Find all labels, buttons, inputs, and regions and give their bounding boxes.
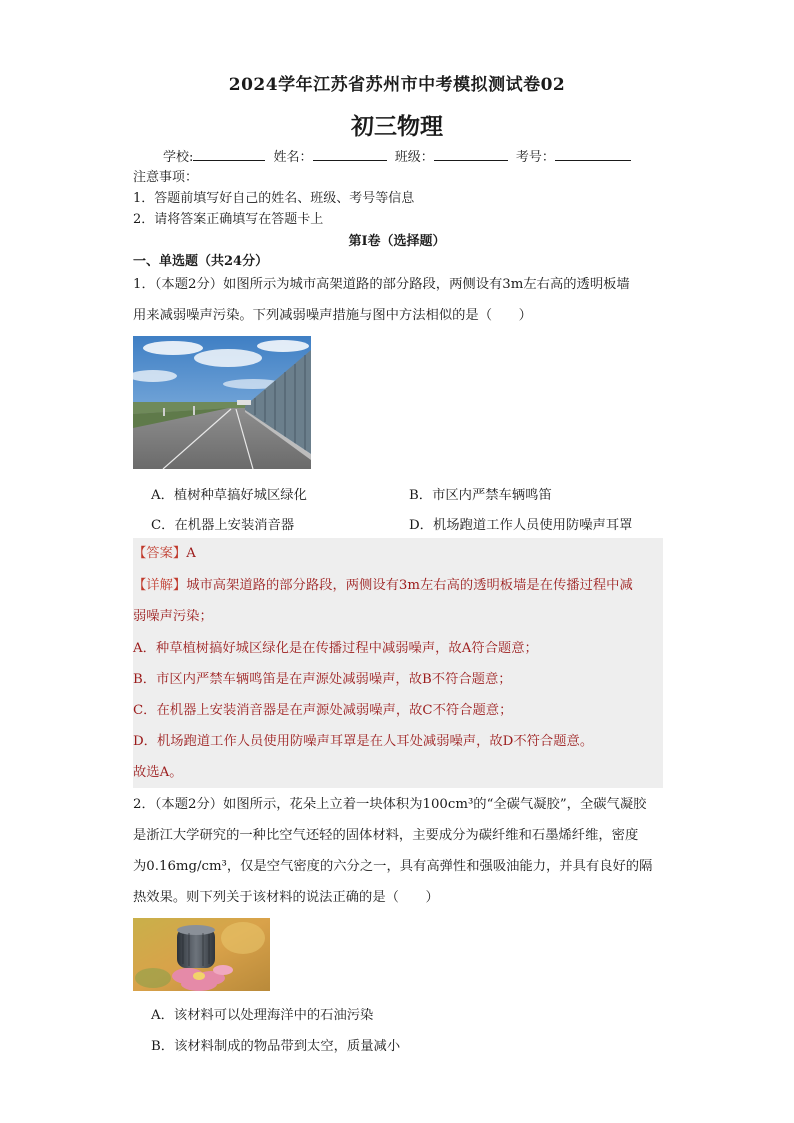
class-blank[interactable]: [434, 147, 508, 161]
question-line: 热效果。则下列关于该材料的说法正确的是（ ）: [133, 890, 439, 905]
exam-title: 2024学年江苏省苏州市中考模拟测试卷02: [228, 75, 566, 95]
conclusion: 故选A。: [133, 765, 183, 780]
question-1-text: [133, 269, 663, 331]
answer-label: 【答案】: [133, 546, 187, 561]
q1-option-b: B．市区内严禁车辆鸣笛: [409, 488, 552, 503]
q1-option-a: A．植树种草搞好城区绿化: [151, 488, 307, 503]
name-blank[interactable]: [313, 147, 387, 161]
school-blank[interactable]: [193, 147, 265, 161]
highway-noise-barrier-image: [133, 336, 311, 469]
detail-block: [133, 570, 661, 632]
part-title: 一、单选题（共24分）: [133, 254, 269, 269]
q1-option-d: D．机场跑道工作人员使用防噪声耳罩: [409, 518, 633, 533]
question-line: 2．（本题2分）如图所示，花朵上立着一块体积为100cm³的“全碳气凝胶”，全碳气凝胶: [133, 797, 647, 812]
note-item: 2．请将答案正确填写在答题卡上: [133, 212, 324, 227]
exam-number-blank[interactable]: [555, 147, 631, 161]
q1-option-c: C．在机器上安装消音器: [151, 518, 295, 533]
analysis-d: D．机场跑道工作人员使用防噪声耳罩是在人耳处减弱噪声，故D不符合题意。: [133, 734, 594, 749]
question-line: 用来减弱噪声污染。下列减弱噪声措施与图中方法相似的是（ ）: [133, 308, 532, 323]
q2-option-b: B．该材料制成的物品带到太空，质量减小: [151, 1039, 401, 1054]
note-item: 1．答题前填写好自己的姓名、班级、考号等信息: [133, 191, 415, 206]
analysis-b: B．市区内严禁车辆鸣笛是在声源处减弱噪声，故B不符合题意；: [133, 672, 512, 687]
subject-title: 初三物理: [351, 113, 443, 140]
q2-option-a: A．该材料可以处理海洋中的石油污染: [151, 1008, 374, 1023]
detail-label: 【详解】: [133, 578, 187, 593]
analysis-c: C．在机器上安装消音器是在声源处减弱噪声，故C不符合题意；: [133, 703, 513, 718]
question-line: 是浙江大学研究的一种比空气还轻的固体材料，主要成分为碳纤维和石墨烯纤维，密度: [133, 828, 639, 843]
name-label: 姓名：: [273, 150, 313, 165]
answer-line: [133, 538, 661, 569]
detail-text: 弱噪声污染；: [133, 609, 213, 624]
answer-value: A: [186, 546, 196, 561]
class-label: 班级：: [394, 150, 434, 165]
question-line: 为0.16mg/cm³，仅是空气密度的六分之一，具有高弹性和强吸油能力，并具有良好的隔: [133, 859, 653, 874]
exam-number-label: 考号：: [515, 150, 555, 165]
notes-heading: 注意事项：: [133, 170, 199, 185]
student-info-row: [163, 146, 635, 165]
detail-text: 城市高架道路的部分路段，两侧设有3m左右高的透明板墙是在传播过程中减: [186, 578, 633, 593]
analysis-a: A．种草植树搞好城区绿化是在传播过程中减弱噪声，故A符合题意；: [133, 641, 538, 656]
question-2-text: [133, 789, 663, 913]
carbon-aerogel-flower-image: [133, 918, 270, 991]
volume-title: 第I卷（选择题）: [348, 234, 446, 249]
school-label: 学校:: [163, 150, 194, 165]
question-line: 1．（本题2分）如图所示为城市高架道路的部分路段，两侧设有3m左右高的透明板墙: [133, 277, 630, 292]
